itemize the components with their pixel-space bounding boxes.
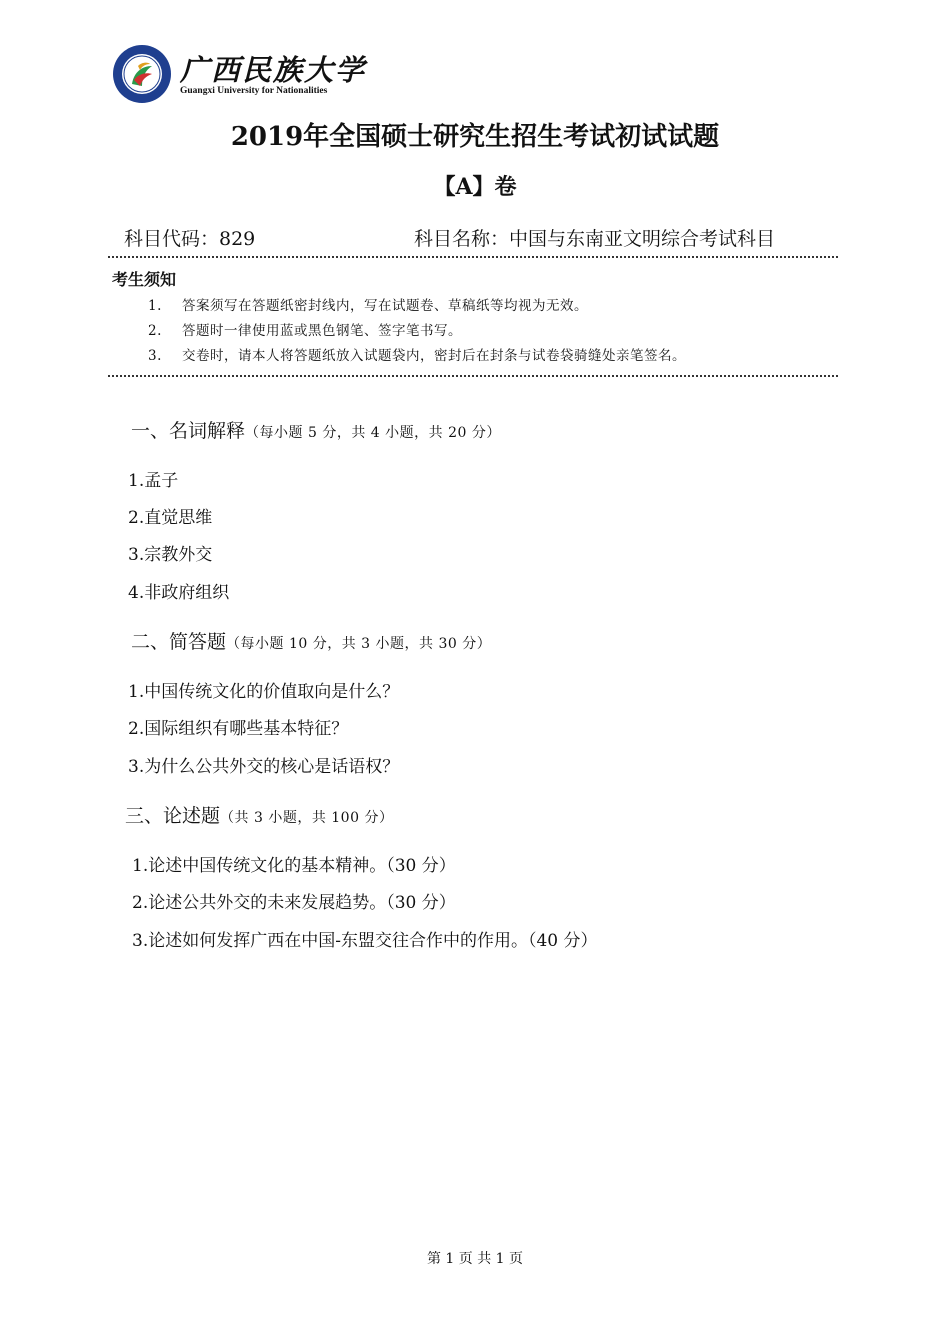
section-heading xyxy=(125,801,393,828)
question-item: 3.为什么公共外交的核心是话语权？ xyxy=(128,757,400,777)
notice-item-num: 1. xyxy=(148,298,162,314)
section-note: （每小题 5 分，共 4 小题，共 20 分） xyxy=(245,425,501,441)
question-item: 2.直觉思维 xyxy=(128,508,213,528)
question-item: 1.孟子 xyxy=(128,471,179,491)
question-item: 1.中国传统文化的价值取向是什么？ xyxy=(128,682,400,702)
section-title: 二、简答题 xyxy=(131,631,227,653)
notice-item-text: 答案须写在答题纸密封线内，写在试题卷、草稿纸等均视为无效。 xyxy=(182,298,588,314)
notice-title: 考生须知 xyxy=(112,270,177,289)
notice-item-text: 答题时一律使用蓝或黑色钢笔、签字笔书写。 xyxy=(182,323,462,339)
section-title: 三、论述题 xyxy=(125,805,221,827)
notice-item xyxy=(148,294,588,314)
subject-name: 科目名称：中国与东南亚文明综合考试科目 xyxy=(414,228,776,250)
question-item: 3.宗教外交 xyxy=(128,545,213,565)
notice-item-num: 2. xyxy=(148,323,162,339)
question-item: 3.论述如何发挥广西在中国-东盟交往合作中的作用。（40 分） xyxy=(132,931,598,951)
question-item: 4.非政府组织 xyxy=(128,583,230,603)
section-title: 一、名词解释 xyxy=(131,420,246,442)
paper-label: 【A】卷 xyxy=(433,174,517,200)
university-logo xyxy=(112,44,367,104)
question-item: 2.国际组织有哪些基本特征？ xyxy=(128,719,349,739)
exam-title: 2019年全国硕士研究生招生考试初试试题 xyxy=(230,122,720,152)
section-note: （每小题 10 分，共 3 小题，共 30 分） xyxy=(226,636,492,652)
university-seal-icon xyxy=(112,44,172,104)
divider-top xyxy=(108,256,838,258)
question-item: 2.论述公共外交的未来发展趋势。（30 分） xyxy=(132,893,456,913)
section-heading xyxy=(131,416,501,443)
university-name-en: Guangxi University for Nationalities xyxy=(180,86,328,96)
divider-bottom xyxy=(108,375,838,377)
notice-item-num: 3. xyxy=(148,348,162,364)
notice-item xyxy=(148,319,462,339)
section-heading xyxy=(131,627,491,654)
page-footer: 第 1 页 共 1 页 xyxy=(426,1251,524,1267)
subject-code: 科目代码：829 xyxy=(124,228,256,250)
question-item: 1.论述中国传统文化的基本精神。（30 分） xyxy=(132,856,456,876)
notice-item-text: 交卷时，请本人将答题纸放入试题袋内，密封后在封条与试卷袋骑缝处亲笔签名。 xyxy=(182,348,686,364)
section-note: （共 3 小题，共 100 分） xyxy=(220,810,394,826)
notice-item xyxy=(148,344,686,364)
university-name-cn: 广西民族大学 xyxy=(180,53,367,87)
